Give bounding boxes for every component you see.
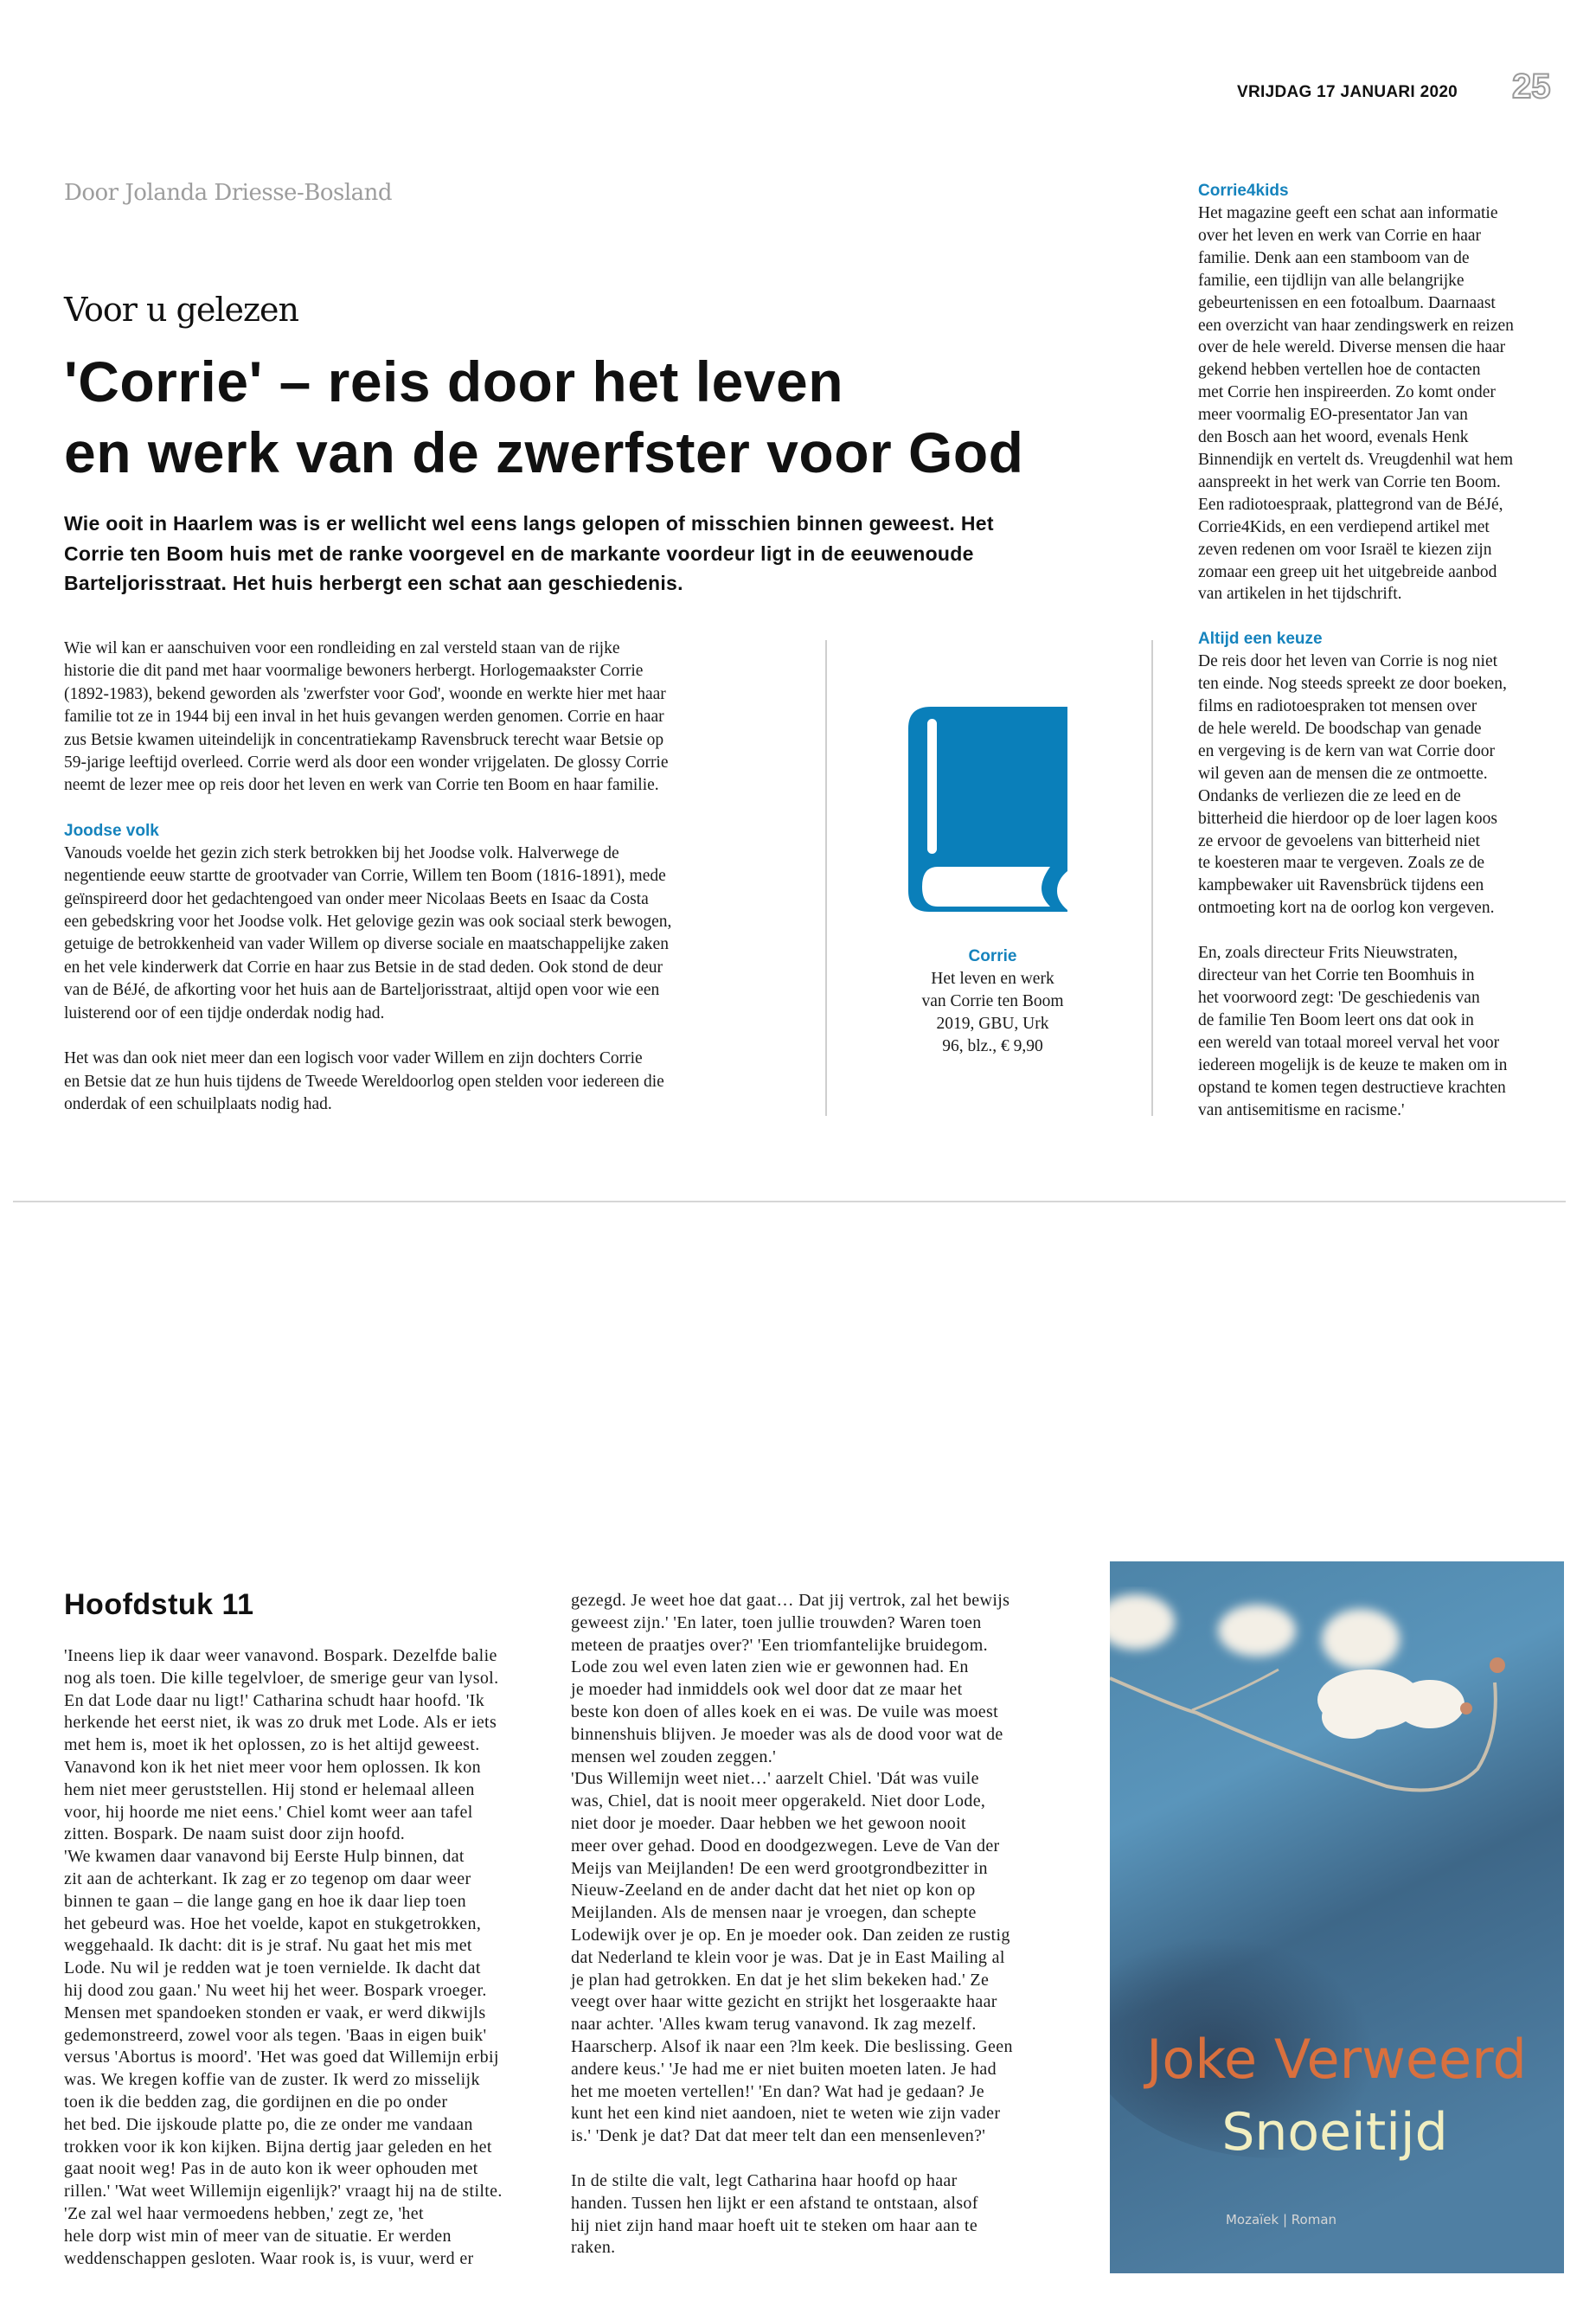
text-line: is.' 'Denk je dat? Dat dat meer telt dan een mensenleven?' [571,2126,986,2146]
text-line: ten einde. Nog steeds spreekt ze door boeken, [1198,675,1507,694]
headline-line: en werk van de zwerfster voor God [64,420,1024,484]
column-divider [825,640,827,1116]
text-line: je moeder had inmiddels ook wel door dat ze maar het [571,1680,963,1700]
text-line: dat Nederland te klein voor je was. Dat je in East Mailing al [571,1947,1005,1967]
text-line: zeven redenen om voor Israël te kiezen zijn [1198,540,1492,559]
text-line: niet door je moeder. Daar hebben we het gewoon nooit [571,1813,966,1833]
text-line: (1892-1983), bekend geworden als 'zwerfster voor God', woonde en werkte hier met haar [64,684,666,703]
text-line: Vanavond kon ik het niet meer voor hem oplossen. Ik kon [64,1757,481,1777]
text-line: 'Ze zal wel haar vermoedens hebben,' zegt ze, 'het [64,2203,424,2223]
text-line: De reis door het leven van Corrie is nog niet [1198,652,1498,671]
column-divider [1151,640,1153,1116]
text-line: en vergeving is de kern van wat Corrie door [1198,741,1495,760]
text-line: films en radiotoespraken tot mensen over [1198,697,1477,716]
text-line: met Corrie hen inspireerden. Zo komt onder [1198,383,1496,402]
cover-author: Joke Verweerd [1146,2028,1527,2091]
text-line: zit aan de achterkant. Ik zag er zo tegenop om daar weer [64,1868,471,1888]
book-info [891,945,1094,1058]
text-line: Het magazine geeft een schat aan informatie [1198,204,1498,222]
text-line: rillen.' 'Wat weet Willemijn eigenlijk?' vraagt hij na de stilte. [64,2182,503,2202]
text-line: was, Chiel, dat is nooit meer opgerakeld. Niet door Lode, [571,1791,986,1811]
text-line: hij niet zijn hand maar hoeft uit te steken om haar aan te [571,2215,978,2235]
paragraph [1198,942,1514,1121]
text-line: Het leven en werk [931,970,1054,988]
text-line: Een radiotoespraak, plattegrond van de BéJé, [1198,495,1503,514]
excerpt-column-2 [571,1590,1013,2259]
text-line: weggehaald. Ik dacht: dit is je straf. Nu gaat het mis met [64,1936,472,1956]
text-line: Wie wil kan er aanschuiven voor een rondleiding en zal versteld staan van de rijke [64,639,620,657]
text-line: negentiende eeuw startte de grootvader van Corrie, Willem ten Boom (1816-1891), mede [64,867,666,886]
text-line: In de stilte die valt, legt Catharina haar hoofd op haar [571,2170,958,2190]
cover-publisher: Mozaïek | Roman [1225,2212,1337,2227]
text-line: ze ervoor de gevoelens van bitterheid niet [1198,831,1480,850]
text-line: gezegd. Je weet hoe dat gaat… Dat jij vertrok, zal het bewijs [571,1591,1010,1610]
text-line: zus Betsie kwamen uiteindelijk in concentratiekamp Ravensbruck terecht waar Betsie op [64,730,664,749]
text-line: kunt het een kind niet aandoen, niet te weten wie zijn vader [571,2104,1001,2124]
headline-line: 'Corrie' – reis door het leven [64,349,844,413]
article-column-1 [64,638,671,1116]
text-line: gaat nooit weg! Pas in de auto kon ik weer ophouden met [64,2159,478,2179]
text-line: mensen wel zouden zeggen.' [571,1747,777,1766]
text-line: en Betsie dat ze hun huis tijdens de Tweede Wereldoorlog open stelden voor iedereen die [64,1072,664,1091]
text-line: raken. [571,2238,616,2258]
text-line: directeur van het Corrie ten Boomhuis in [1198,966,1475,985]
text-line: meteen de praatjes over?' 'Een triomfantelijke bruidegom. [571,1635,988,1655]
headline [64,346,1024,488]
issue-date: VRIJDAG 17 JANUARI 2020 [1237,83,1458,101]
text-line: Wie ooit in Haarlem was is er wellicht wel eens langs gelopen of misschien binnen geweest. Het [64,512,994,535]
text-line: Meijlanden. Als de mensen naar je vroegen, dan schepte [571,1903,977,1923]
paragraph [64,1048,671,1116]
text-line: veegt over haar witte gezicht en strijkt het losgeraakte haar [571,1992,997,2012]
book-icon [905,702,1078,917]
text-line: je plan had getrokken. En dat je het slim bekeken had.' Ze [571,1970,990,1990]
text-line: meer voormalig EO-presentator Jan van [1198,406,1468,425]
text-line: neemt de lezer mee op reis door het leven en werk van Corrie ten Boom en haar familie. [64,776,659,795]
paragraph [1198,202,1514,606]
text-line: weddenschappen gesloten. Waar rook is, is vuur, werd er [64,2248,474,2268]
text-line: binnen te gaan – die lange gang en hoe ik daar liep toen [64,1891,466,1911]
text-line: Nieuw-Zeeland en de ander dacht dat het niet op kon op [571,1881,976,1900]
text-line: Ondanks de verliezen die ze leed en de [1198,786,1461,805]
chapter-heading: Hoofdstuk 11 [64,1588,254,1621]
text-line: geïnspireerd door het gedachtengoed van onder meer Nicolaas Beets en Isaac da Costa [64,889,649,908]
text-line: 2019, GBU, Urk [936,1015,1049,1033]
text-line: Binnendijk en vertelt ds. Vreugdenhil wat hem [1198,450,1514,469]
text-line: handen. Tussen hen lijkt er een afstand te ontstaan, alsof [571,2193,978,2213]
text-line: aanspreekt in het werk van Corrie ten Boom. [1198,472,1501,491]
text-line: zomaar een greep uit het uitgebreide aanbod [1198,562,1497,581]
text-line: kampbewaker uit Ravensbrück tijdens een [1198,876,1484,895]
text-line: van de BéJé, de afkorting voor het huis aan de Barteljorisstraat, altijd open voor wie een [64,981,660,1000]
text-line: 96, blz., € 9,90 [942,1037,1043,1055]
text-line: 'Ineens liep ik daar weer vanavond. Bospark. Dezelfde balie [64,1646,497,1665]
text-line: ontmoeting kort na de oorlog kon vergeven. [1198,899,1495,918]
text-line: En, zoals directeur Frits Nieuwstraten, [1198,944,1458,963]
text-line: luisterend oor of een tijdje onderdak nodig had. [64,1003,385,1022]
text-line: gebeurtenissen en een fotoalbum. Daarnaast [1198,293,1496,312]
text-line: van antisemitisme en racisme.' [1198,1100,1405,1119]
text-line: was. We kregen koffie van de zuster. Ik werd zo misselijk [64,2070,480,2090]
text-line: Mensen met spandoeken stonden er vaak, er werd dikwijls [64,2003,486,2022]
lead-paragraph [64,509,994,599]
text-line: en het vele kinderwerk dat Corrie en haar zus Betsie in de stad deden. Ook stond de deur [64,958,663,977]
text-line: de familie Ten Boom leert ons dat ook in [1198,1010,1474,1029]
text-line: hem niet meer geruststellen. Hij stond er helemaal alleen [64,1779,475,1799]
subheading-joodse-volk: Joodse volk [64,821,159,840]
text-line: herkende het eerst niet, ik was zo druk met Lode. Als er iets [64,1713,497,1733]
text-line: Meijs van Meijlanden! De een werd grootgrondbezitter in [571,1858,988,1878]
text-line: beste kon doen of alles koek en ei was. De vuile was moest [571,1702,999,1721]
paragraph [571,1590,1013,2148]
text-line: Corrie4Kids, en een verdiepend artikel met [1198,517,1490,536]
text-line: toen ik die bedden zag, die gordijnen en die po onder [64,2092,448,2112]
text-line: voor, hij hoorde me niet eens.' Chiel komt weer aan tafel [64,1802,473,1822]
text-line: hele dorp wist min of meer van de situatie. Er werden [64,2226,452,2246]
text-line: het me moeten vertellen!' 'En dan? Wat had je gedaan? Je [571,2081,984,2101]
text-line: het voorwoord zegt: 'De geschiedenis van [1198,989,1480,1007]
text-line: zitten. Bospark. De naam suist door zijn hoofd. [64,1824,406,1844]
text-line: naar achter. 'Alles kwam terug vanavond. Ik zag mezelf. [571,2015,977,2035]
text-line: gekend hebben vertellen hoe de contacten [1198,361,1481,380]
text-line: meer over gehad. Dood en doodgezwegen. Leve de Van der [571,1836,1000,1856]
text-line: een wereld van totaal moreel verval het voor [1198,1033,1500,1052]
section-divider [13,1201,1566,1202]
text-line: historie die dit pand met haar voormalige bewoners herbergt. Horlogemaakster Corrie [64,662,644,681]
paragraph [571,2170,1013,2259]
text-line: het bed. Die ijskoude platte po, die ze onder me vandaan [64,2114,473,2134]
book-title: Corrie [968,947,1017,965]
text-line: over het leven en werk van Corrie en haar [1198,226,1482,245]
kicker: Voor u gelezen [64,291,298,329]
text-line: bitterheid die hierdoor op de loer lagen koos [1198,809,1498,828]
paragraph [1198,651,1514,920]
text-line: een gebedskring voor het Joodse volk. Het gelovige gezin was ook sociaal sterk bewogen, [64,913,672,932]
text-line: over de hele wereld. Diverse mensen die haar [1198,338,1506,357]
text-line: 59-jarige leeftijd overleed. Corrie werd als door een wonder vrijgelaten. De glossy Corrie [64,753,669,772]
text-line: Lodewijk over je op. En je moeder ook. Dan zeiden ze rustig [571,1925,1010,1945]
text-line: 'Dus Willemijn weet niet…' aarzelt Chiel. 'Dát was vuile [571,1769,979,1789]
book-cover-image [1110,1561,1564,2273]
text-line: iedereen mogelijk is de keuze te maken om in [1198,1055,1508,1074]
text-line: van artikelen in het tijdschrift. [1198,585,1402,604]
text-line: met hem is, moet ik het oplossen, zo is het altijd geweest. [64,1735,480,1755]
text-line: wil geven aan de mensen die ze ontmoette. [1198,764,1488,783]
text-line: familie, een tijdlijn van alle belangrijke [1198,271,1465,290]
cover-title: Snoeitijd [1221,2102,1448,2163]
text-line: Lode zou wel even laten zien wie er gewonnen had. En [571,1657,969,1677]
text-line: geweest zijn.' 'En later, toen jullie trouwden? Waren toen [571,1612,982,1632]
text-line: gedemonstreerd, zowel voor als tegen. 'Baas in eigen buik' [64,2025,487,2045]
text-line: familie. Denk aan een stamboom van de [1198,248,1470,267]
text-line: den Bosch aan het woord, evenals Henk [1198,428,1469,447]
intro-paragraph [64,638,671,798]
text-line: familie tot ze in 1944 bij een inval in het huis gevangen werden genomen. Corrie en haar [64,708,664,727]
text-line: Vanouds voelde het gezin zich sterk betrokken bij het Joodse volk. Halverwege de [64,843,619,862]
text-line: van Corrie ten Boom [921,992,1064,1010]
excerpt-column-1 [64,1645,503,2270]
article-column-right [1198,180,1514,1121]
text-line: nog als toen. Die kille tegelvloer, de smerige geur van lysol. [64,1668,499,1688]
book-details [891,968,1094,1058]
text-line: 'We kwamen daar vanavond bij Eerste Hulp binnen, dat [64,1847,465,1867]
text-line: trokken voor ik kon kijken. Bijna dertig jaar geleden en het [64,2137,492,2157]
text-line: En dat Lode daar nu ligt!' Catharina schudt haar hoofd. 'Ik [64,1690,485,1710]
text-line: hij dood zou gaan.' Nu weet hij het weer. Bospark vroeger. [64,1980,487,2000]
paragraph [64,843,671,1025]
byline: Door Jolanda Driesse-Bosland [64,180,393,206]
page-number: 25 [1512,67,1551,106]
text-line: de hele wereld. De boodschap van genade [1198,720,1482,739]
text-line: versus 'Abortus is moord'. 'Het was goed dat Willemijn erbij [64,2048,499,2067]
text-line: een overzicht van haar zendingswerk en reizen [1198,316,1514,335]
text-line: binnenshuis blijven. Je moeder was als de dood voor wat de [571,1724,1003,1744]
subheading-altijd-een-keuze: Altijd een keuze [1198,630,1323,649]
text-line: onderdak of een schuilplaats nodig had. [64,1094,332,1113]
text-line: andere keus.' 'Je had me er niet buiten moeten laten. Je had [571,2059,997,2079]
text-line: Barteljorisstraat. Het huis herbergt een schat aan geschiedenis. [64,572,683,594]
text-line: getuige de betrokkenheid van vader Willem op diverse sociale en maatschappelijke zaken [64,935,669,954]
text-line: Corrie ten Boom huis met de ranke voorgevel en de markante voordeur ligt in de eeuwenoude [64,542,974,565]
text-line: opstand te komen tegen destructieve krachten [1198,1078,1506,1097]
text-line: Het was dan ook niet meer dan een logisch voor vader Willem en zijn dochters Corrie [64,1049,643,1068]
text-line: te koesteren maar te vergeven. Zoals ze de [1198,854,1484,873]
text-line: Lode. Nu wil je redden wat je toen vernielde. Ik dacht dat [64,1958,481,1978]
text-line: Haarscherp. Alsof ik naar een ?lm keek. Die beslissing. Geen [571,2036,1013,2056]
subheading-corrie4kids: Corrie4kids [1198,182,1289,200]
text-line: het gebeurd was. Hoe het voelde, kapot en stukgetrokken, [64,1913,482,1933]
